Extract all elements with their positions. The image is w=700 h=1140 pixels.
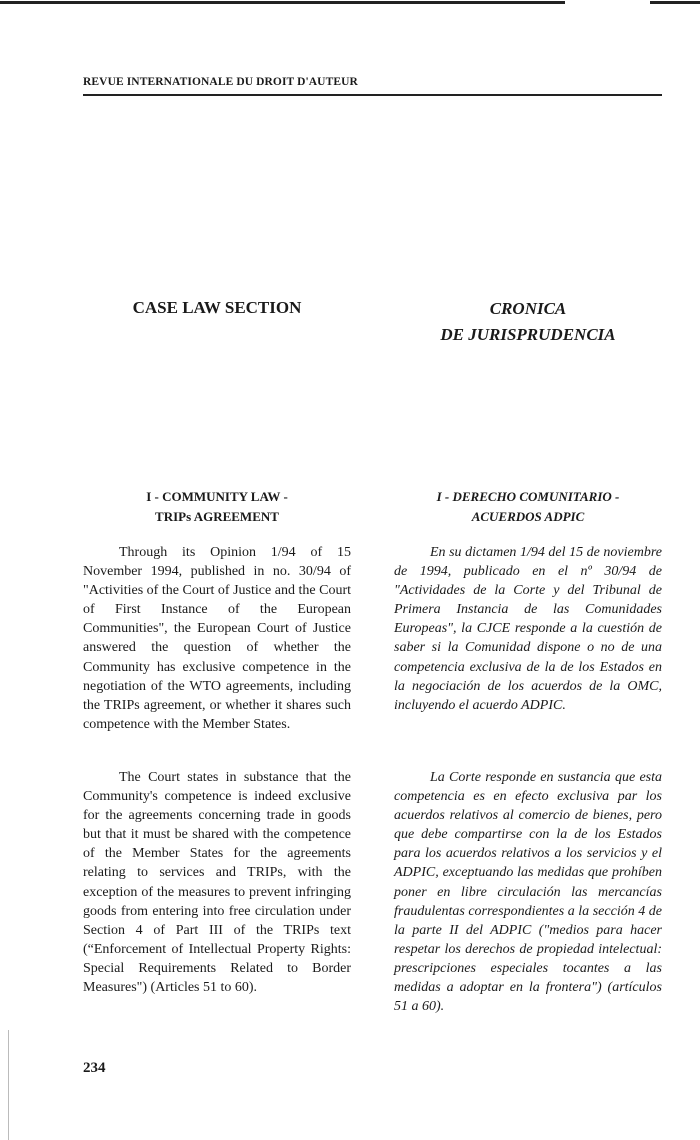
english-paragraph-1-text: Through its Opinion 1/94 of 15 November 1994, published in no. 30/94 of "Activities of the Court of Justice and the Court of First Instance of the European Communities", the European Court of Justice answered the question of whether the Community has exclusive competence in the negotiation of the WTO agreements, including the TRIPs agreement, or whether it shares such competence with the Member States. (83, 545, 351, 732)
running-head-rule (83, 94, 662, 96)
subsection-heading-spanish-line-2: ACUERDOS ADPIC (471, 509, 585, 524)
subsection-heading-english (83, 487, 351, 527)
top-edge-rule (0, 1, 565, 4)
section-title-spanish-line-1: CRONICA (489, 299, 567, 318)
english-paragraph-2 (83, 768, 351, 997)
section-title-spanish-line-2: DE JURISPRUDENCIA (440, 325, 616, 344)
top-edge-rule-right (650, 1, 700, 4)
left-margin-line (8, 1030, 9, 1140)
spanish-paragraph-1-text: En su dictamen 1/94 del 15 de noviembre de 1994, publicado en el nº 30/94 de "Actividades de la Corte y del Tribunal de Primera Instancia de las Comunidades Europeas", la CJCE responde a la cuestión de saber si la Comunidad dispone o no de una competencia exclusiva de la de los Estados en la negociación de los acuerdos de la OMC, incluyendo el acuerdo ADPIC. (394, 545, 662, 713)
subsection-heading-english-line-1: I - COMMUNITY LAW - (146, 489, 288, 504)
section-title-english: CASE LAW SECTION (132, 298, 302, 317)
english-paragraph-1 (83, 543, 351, 734)
spanish-paragraph-1 (394, 543, 662, 715)
subsection-heading-english-line-2: TRIPs AGREEMENT (155, 509, 279, 524)
english-paragraph-2-text: The Court states in substance that the Community's competence is indeed exclusive for the agreements concerning trade in goods but that it must be shared with the competence of the Member States for the agreements relating to services and TRIPs, with the exception of the measures to prevent infringing goods from entering into free circulation under Section 4 of Part III of the TRIPs text (“Enforcement of Intellectual Property Rights: Special Requirements Related to Border Measures") (Articles 51 to 60). (83, 770, 351, 996)
page-number: 234 (83, 1060, 106, 1076)
spanish-paragraph-2 (394, 768, 662, 1016)
subsection-heading-spanish (394, 487, 662, 527)
section-title-spanish (394, 296, 662, 348)
subsection-heading-spanish-line-1: I - DERECHO COMUNITARIO - (436, 489, 620, 504)
running-head: REVUE INTERNATIONALE DU DROIT D'AUTEUR (83, 76, 358, 88)
spanish-paragraph-2-text: La Corte responde en sustancia que esta competencia es en efecto exclusiva par los acuerdos relativos al comercio de bienes, pero que debe compartirse con la de los Estados para los acuerdos relativos a los servicios y el ADPIC, exceptuando las medidas que prohíben poner en libre circulación las mercancías fraudulentas correspondientes a la sección 4 de la parte II del ADPIC ("medios para hacer respetar los derechos de propiedad intelectual: prescripciones especiales tocantes a las medidas a adoptar en la frontera") (artículos 51 a 60). (394, 770, 662, 1015)
